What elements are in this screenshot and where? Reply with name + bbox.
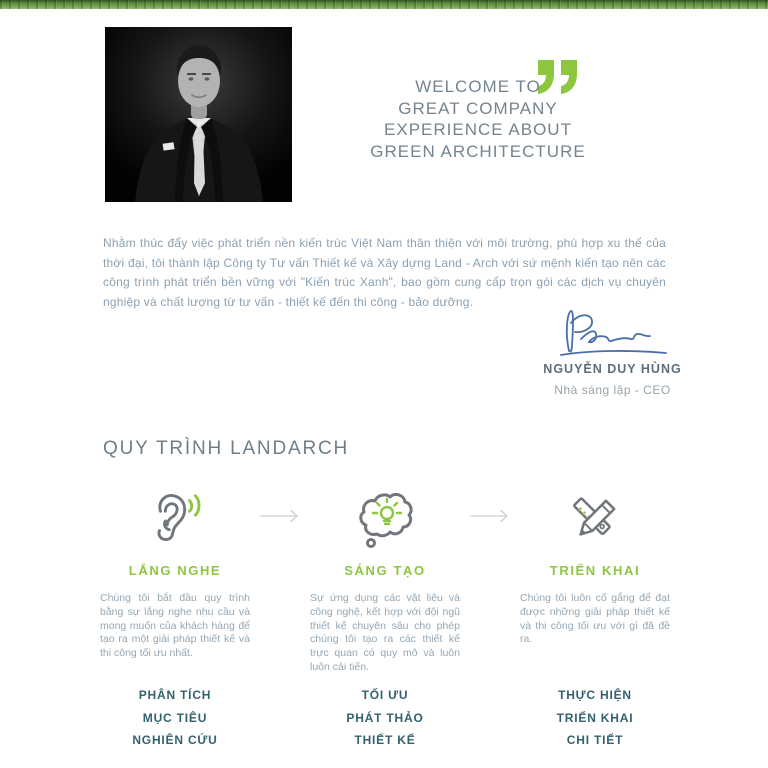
keyword: PHÁT THẢO [346,710,424,725]
signature-block [540,303,685,397]
right-arrow-icon [460,483,520,680]
ceo-name: NGUYỄN DUY HÙNG [543,362,682,376]
keyword: TỐI ƯU [361,688,409,702]
intro-paragraph: Nhằm thúc đẩy việc phát triển nền kiến trúc Việt Nam thân thiện với môi trường, phù hợp xu thế của thời đại, tôi thành lập Công ty Tư vấn Thiết kế và Xây dựng Land - Arch với sứ mệnh kiến tạo nên các công trình phát triển bền vững với "Kiến trúc Xanh", bao gồm cung cấp trọn gói các dịch vụ chuyên nghiệp và chất lượng từ tư vấn - thiết kế đến thi công - bảo dưỡng. [103,236,666,309]
step-title: SÁNG TẠO [344,563,426,578]
keyword: TRIỂN KHAI [556,710,634,725]
process-keywords [100,684,670,752]
keyword: PHÂN TÍCH [138,688,212,702]
step-description: Chúng tôi luôn cố gắng để đạt được những giải pháp thiết kế và thi công tối ưu với gì đã đề ra. [520,592,670,646]
step-title: LẮNG NGHE [128,563,222,578]
handwritten-signature-icon [553,303,673,359]
step-description: Chúng tôi bắt đầu quy trình bằng sự lắng nghe nhu cầu và mong muốn của khách hàng để tạo ra một giải pháp thiết kế và thi công tối ưu nhất. [100,592,250,660]
right-arrow-icon [250,483,310,680]
ear-listening-icon [100,483,250,557]
ruler-pencil-icon [520,483,670,557]
step-title: TRIỂN KHAI [549,563,641,578]
spacer [460,684,520,752]
welcome-line: WELCOME TO [415,77,541,96]
keywords-sang-tao [310,684,460,752]
keyword: NGHIÊN CỨU [132,733,218,747]
portrait-illustration [105,27,292,202]
spacer [250,684,310,752]
step-description: Sự ứng dụng các vật liệu và công nghệ, kết hợp với đội ngũ thiết kế chuyên sâu cho phép chúng tôi tạo ra các thiết kế trực quan có quy mô và luôn luôn cải tiến. [310,592,460,673]
thought-cloud-lightbulb-icon [310,483,460,557]
keyword: THỰC HIỆN [558,688,632,702]
welcome-line: GREEN ARCHITECTURE [370,141,586,161]
keywords-trien-khai [520,684,670,752]
process-section-title: QUY TRÌNH LANDARCH [103,438,350,459]
ceo-portrait-photo [105,27,292,202]
process-step-sang-tao [310,483,460,680]
welcome-line: GREAT COMPANY [398,98,558,118]
process-steps [100,483,670,680]
grass-divider [0,0,768,9]
process-step-lang-nghe [100,483,250,680]
process-step-trien-khai [520,483,670,680]
keywords-lang-nghe [100,684,250,752]
keyword: CHI TIẾT [566,733,624,747]
keyword: MỤC TIÊU [142,710,208,725]
welcome-heading [363,76,593,162]
ceo-role: Nhà sáng lập - CEO [554,383,671,397]
welcome-line: EXPERIENCE ABOUT [384,120,572,139]
keyword: THIẾT KẾ [354,733,416,747]
